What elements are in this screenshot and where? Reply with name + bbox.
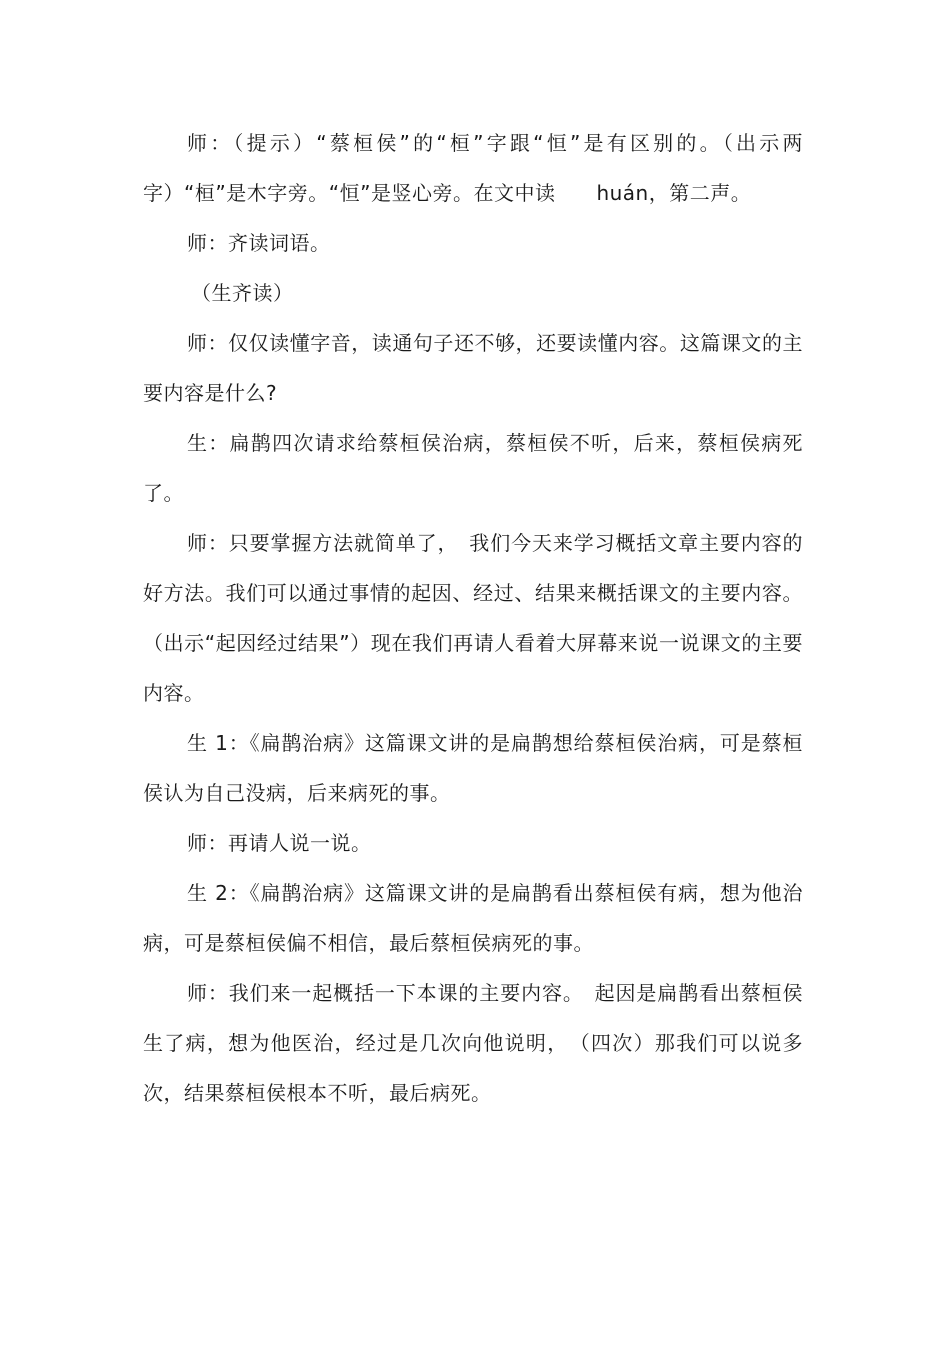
paragraph-main-content-question: 师：仅仅读懂字音，读通句子还不够，还要读懂内容。这篇课文的主要内容是什么? (143, 331, 803, 405)
paragraph-students-read: （生齐读） (191, 281, 294, 305)
paragraph-summary: 师：我们来一起概括一下本课的主要内容。 起因是扁鹊看出蔡桓侯生了病，想为他医治，经过是几次向他说明， （四次）那我们可以说多次，结果蔡桓侯根本不听，最后病死。 (143, 981, 803, 1105)
document-page (143, 118, 803, 1118)
paragraph-read-words: 师：齐读词语。 (187, 231, 331, 255)
paragraph-hint-huan: 师：（提示）“蔡桓侯”的“桓”字跟“恒”是有区别的。（出示两字）“桓”是木字旁。“恒”是竖心旁。在文中读 huán，第二声。 (143, 131, 803, 205)
paragraph-student-2: 生 2：《扁鹊治病》这篇课文讲的是扁鹊看出蔡桓侯有病，想为他治病，可是蔡桓侯偏不相信，最后蔡桓侯病死的事。 (143, 881, 803, 955)
paragraph-ask-again: 师：再请人说一说。 (187, 831, 372, 855)
paragraph-student-answer: 生：扁鹊四次请求给蔡桓侯治病，蔡桓侯不听，后来，蔡桓侯病死了。 (143, 431, 803, 505)
paragraph-student-1: 生 1：《扁鹊治病》这篇课文讲的是扁鹊想给蔡桓侯治病，可是蔡桓侯认为自己没病，后来病死的事。 (143, 731, 803, 805)
paragraph-method: 师：只要掌握方法就简单了， 我们今天来学习概括文章主要内容的好方法。我们可以通过事情的起因、经过、结果来概括课文的主要内容。（出示“起因经过结果”）现在我们再请人看着大屏幕来说一说课文的主要内容。 (143, 531, 803, 705)
